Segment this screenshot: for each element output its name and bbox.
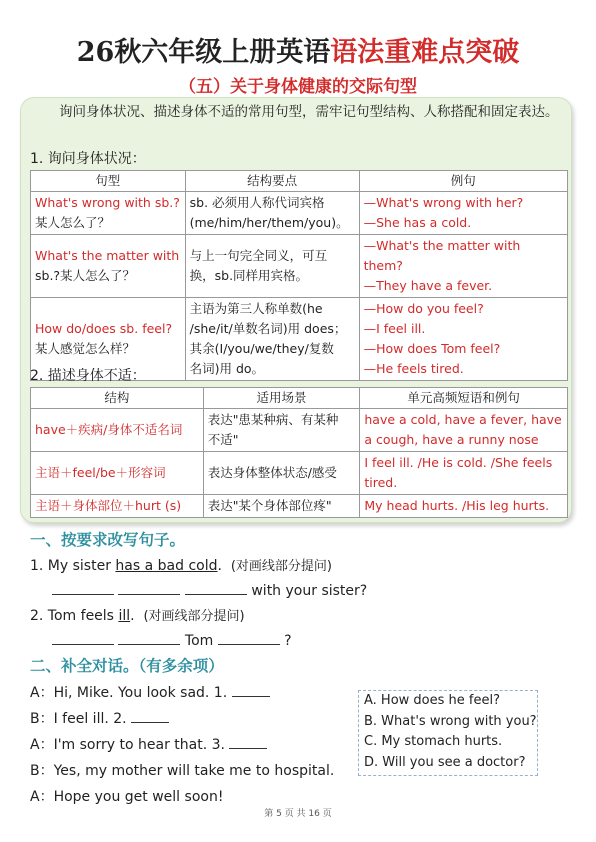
table-header: 单元高频短语和例句 (360, 388, 568, 409)
note-line: 主语为第三人称单数(he (189, 301, 323, 316)
section1-heading: 1. 询问身体状况： (30, 151, 146, 167)
pattern-zh: 某人感觉怎么样？ (35, 341, 136, 356)
note-line: 与上一句完全同义，可互 (189, 248, 328, 263)
answer-blank[interactable] (185, 580, 247, 595)
table-header: 例句 (359, 171, 567, 192)
q1-text: 1. My sister (30, 558, 116, 574)
example-line: —What's wrong with her? (363, 195, 524, 210)
page-title (0, 30, 596, 69)
note-line: 换，sb.同样用宾格。 (189, 268, 309, 283)
example-cell: My head hurts. /His leg hurts. (360, 495, 568, 518)
answer-blank[interactable] (232, 682, 270, 697)
dialogue-text: B：I feel ill. 2. (30, 711, 127, 727)
example-line: —She has a cold. (363, 215, 472, 230)
q2-end: . (130, 608, 135, 624)
dialogue-line (30, 708, 169, 728)
answer-blank[interactable] (118, 630, 180, 645)
q1-line2-end: with your sister? (246, 583, 368, 599)
q2-line2-end: ? (279, 633, 292, 649)
dialogue-text: A：Hi, Mike. You look sad. 1. (30, 685, 228, 701)
example-line: tired. (364, 475, 398, 490)
dialogue-line: B：Yes, my mother will take me to hospital. (30, 763, 335, 779)
table-row (31, 235, 568, 298)
dialogue-line: A：Hope you get well soon! (30, 789, 224, 805)
structure-cell: 主语＋feel/be＋形容词 (31, 452, 204, 495)
example-line: have a cold, have a fever, have (364, 412, 562, 427)
structure-cell: have＋疾病/身体不适名词 (31, 409, 204, 452)
symptom-table (30, 387, 568, 518)
table-header: 结构 (31, 388, 204, 409)
answer-blank[interactable] (52, 580, 114, 595)
dialogue-line (30, 682, 270, 702)
table-row (31, 409, 568, 452)
options-box (358, 690, 538, 776)
usage-cell: 表达"某个身体部位疼" (203, 495, 360, 518)
question-2-answer (52, 630, 292, 649)
question-1 (30, 555, 332, 574)
note-line: (me/him/her/them/you)。 (189, 215, 349, 230)
usage-line: 不适" (207, 432, 239, 447)
usage-line: 表达"患某种病、有某种 (207, 412, 339, 427)
q1-underlined: has a bad cold (115, 558, 218, 574)
table-row (31, 192, 568, 235)
inquiry-table (30, 170, 568, 381)
answer-blank[interactable] (118, 580, 180, 595)
table-header: 适用场景 (203, 388, 360, 409)
answer-blank[interactable] (131, 708, 169, 723)
example-line: —They have a fever. (363, 278, 493, 293)
note-line: 名词)用 do。 (189, 361, 265, 376)
pattern-en: How do/does sb. feel? (35, 321, 173, 336)
q2-note: (对画线部分提问) (143, 609, 245, 624)
note-line: /she/it/单数名词)用 does； (189, 321, 347, 336)
pattern-en: What's the matter with (35, 248, 180, 263)
example-line: —I feel ill. (363, 321, 426, 336)
structure-cell: 主语＋身体部位＋hurt (s) (31, 495, 204, 518)
dialogue-line (30, 734, 267, 754)
table-header: 句型 (31, 171, 186, 192)
q1-end: . (217, 558, 222, 574)
part1-heading: 一、按要求改写句子。 (30, 531, 186, 549)
example-line: —What's the matter with them? (363, 238, 521, 273)
option-item: A. How does he feel? (364, 693, 500, 708)
q2-line2-mid: Tom (180, 633, 218, 649)
part2-heading: 二、补全对话。（有多余项） (30, 657, 224, 675)
example-line: —He feels tired. (363, 361, 464, 376)
table-header: 结构要点 (185, 171, 359, 192)
title-red: 语法重难点突破 (330, 37, 520, 68)
q2-text: 2. Tom feels (30, 608, 119, 624)
example-line: —How do you feel? (363, 301, 484, 316)
example-line: I feel ill. /He is cold. /She feels (364, 455, 553, 470)
option-item: C. My stomach hurts. (364, 734, 503, 749)
pattern-zh: sb.?某人怎么了？ (35, 268, 136, 283)
example-line: a cough, have a runny nose (364, 432, 539, 447)
pattern-zh: 某人怎么了？ (35, 215, 111, 230)
intro-text: 询问身体状况、描述身体不适的常用句型，需牢记句型结构、人称搭配和固定表达。 (59, 104, 559, 120)
table-row (31, 452, 568, 495)
table-row (31, 495, 568, 518)
option-item: B. What's wrong with you? (364, 713, 537, 729)
option-item: D. Will you see a doctor? (364, 754, 526, 770)
answer-blank[interactable] (218, 630, 280, 645)
note-line: sb. 必须用人称代词宾格 (189, 195, 325, 210)
usage-cell: 表达身体整体状态/感受 (203, 452, 360, 495)
subtitle: （五）关于身体健康的交际句型 (179, 77, 417, 97)
answer-blank[interactable] (52, 630, 114, 645)
page-footer: 第 5 页 共 16 页 (264, 809, 332, 819)
q2-underlined: ill (118, 608, 131, 624)
pattern-en: What's wrong with sb.? (35, 195, 180, 210)
question-1-answer (52, 580, 367, 599)
note-line: 其余(I/you/we/they/复数 (189, 341, 334, 356)
example-line: —How does Tom feel? (363, 341, 501, 356)
q1-note: (对画线部分提问) (230, 559, 333, 574)
title-black: 26秋六年级上册英语 (76, 37, 331, 68)
answer-blank[interactable] (229, 734, 267, 749)
dialogue-text: A：I'm sorry to hear that. 3. (30, 737, 225, 753)
question-2 (30, 605, 245, 624)
section2-heading: 2. 描述身体不适： (30, 368, 146, 384)
